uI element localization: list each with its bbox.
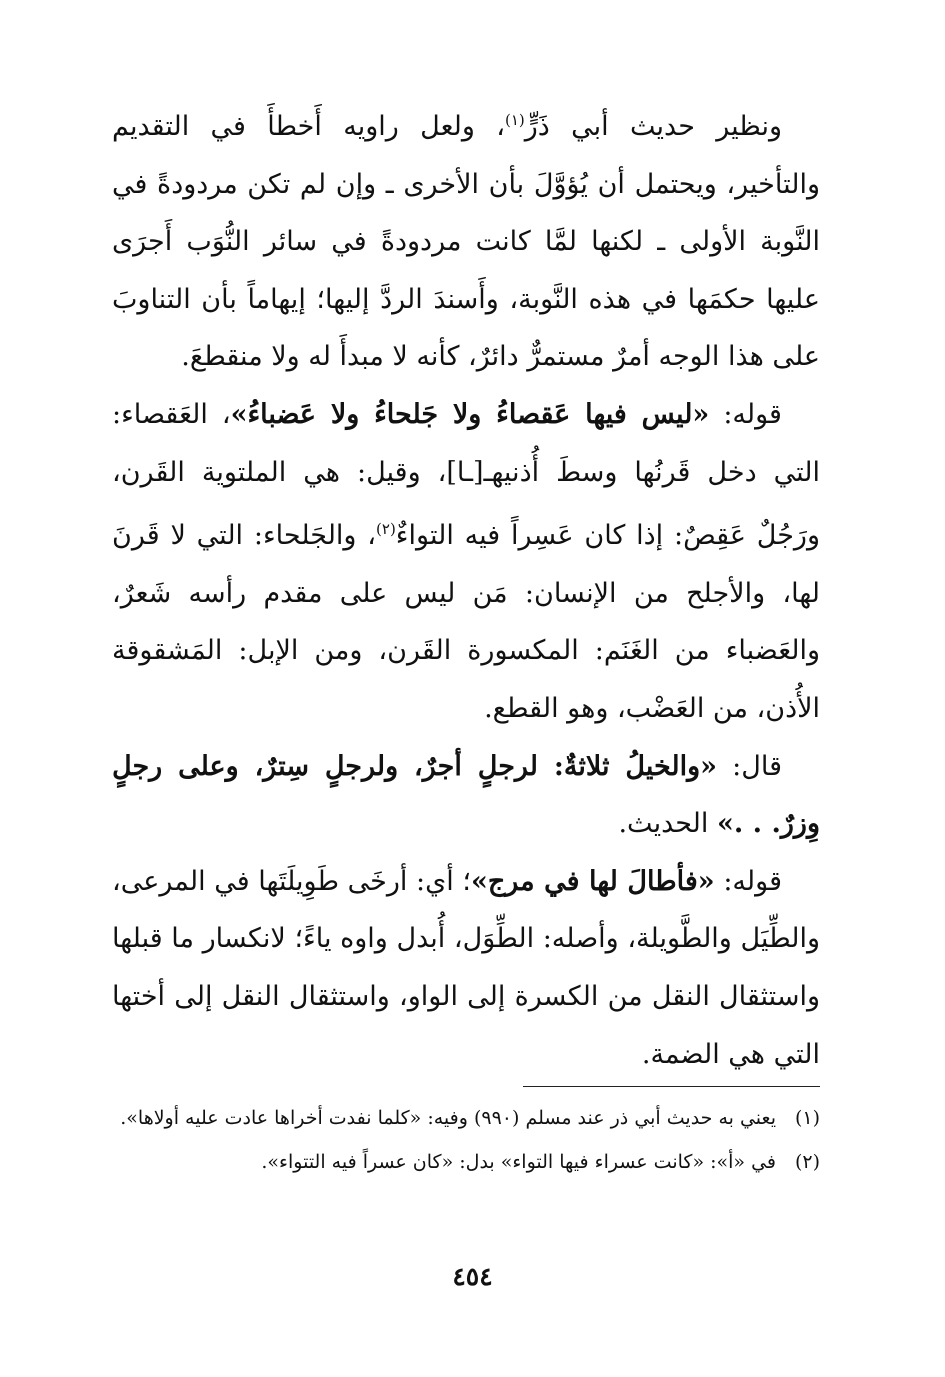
paragraph <box>112 386 820 738</box>
paragraph-text: الحديث. <box>618 808 717 840</box>
quoted-hadith: «والخيلُ ثلاثةٌ: لرجلٍ أجرٌ، ولرجلٍ سِترٌ، وعلى رجلٍ وِزرٌ. . .» <box>112 750 820 840</box>
paragraph-text: ، العَقصاء: التي دخل قَرنُها وسطَ أُذنيهـ[ـا]، وقيل: هي الملتوية القَرن، ورَجُلٌ عَقِصٌ: إذا كان عَسِراً فيه التواءٌ <box>112 398 820 552</box>
page-number: ٤٥٤ <box>452 1262 493 1291</box>
footnote-ref: (١) <box>504 111 525 129</box>
footnote-number: (١) <box>794 1107 820 1129</box>
footnote-number: (٢) <box>794 1151 820 1173</box>
paragraph-text: قوله: <box>709 398 782 430</box>
quoted-hadith: «ليس فيها عَقصاءُ ولا جَلحاءُ ولا عَضباءُ» <box>230 398 710 430</box>
paragraph-text: ؛ أي: أرخَى طَوِيلَتَها في المرعى، والطِّيَل والطَّويلة، وأصله: الطِّوَل، أُبدل واوه ياءً؛ لانكسار ما قبلها واستثقال النقل من الكسرة إلى الواو، واستثقال النقل إلى أختها التي هي الضمة. <box>112 865 820 1070</box>
paragraph-text: قوله: <box>714 865 782 897</box>
paragraph-text: ونظير حديث أبي ذَرٍّ <box>524 111 783 142</box>
paragraph <box>112 92 820 386</box>
footnotes <box>112 1100 820 1180</box>
footnote-text: في «أ»: «كانت عسراء فيها التواء» بدل: «كان عسراً فيه التتواء». <box>261 1151 776 1173</box>
paragraph-text: ، ولعل راويه أَخطأَ في التقديم والتأخير، ويحتمل أن يُؤوَّلَ بأن الأخرى ـ وإن لم تكن مردودةً في النَّوبة الأولى ـ لكنها لمَّا كانت مردودةً في سائر النُّوَب أَجرَى عليها حكمَها في هذه النَّوبة، وأَسندَ الردَّ إليها؛ إيهاماً بأن التناوبَ على هذا الوجه أمرٌ مستمرٌّ دائرٌ، كأنه لا مبدأَ له ولا منقطعَ. <box>112 111 820 373</box>
footnote <box>112 1100 820 1136</box>
paragraph <box>112 853 820 1083</box>
footnote-separator <box>523 1086 820 1087</box>
paragraph-text: قال: <box>717 750 782 782</box>
main-text <box>112 92 820 1083</box>
paragraph-text: ، والجَلحاء: التي لا قَرنَ لها، والأجلح من الإنسان: مَن ليس على مقدم رأسه شَعرٌ، والعَضباء من الغَنَم: المكسورة القَرن، ومن الإبل: المَشقوقة الأُذن، من العَضْب، وهو القطع. <box>112 520 820 724</box>
footnote <box>112 1144 820 1180</box>
footnote-ref: (٢) <box>376 520 396 539</box>
footnote-text: يعني به حديث أبي ذر عند مسلم (٩٩٠) وفيه: «كلما نفدت أخراها عادت عليه أولاها». <box>120 1107 776 1129</box>
quoted-hadith: «فأطالَ لها في مرج» <box>470 865 715 897</box>
paragraph <box>112 738 820 853</box>
